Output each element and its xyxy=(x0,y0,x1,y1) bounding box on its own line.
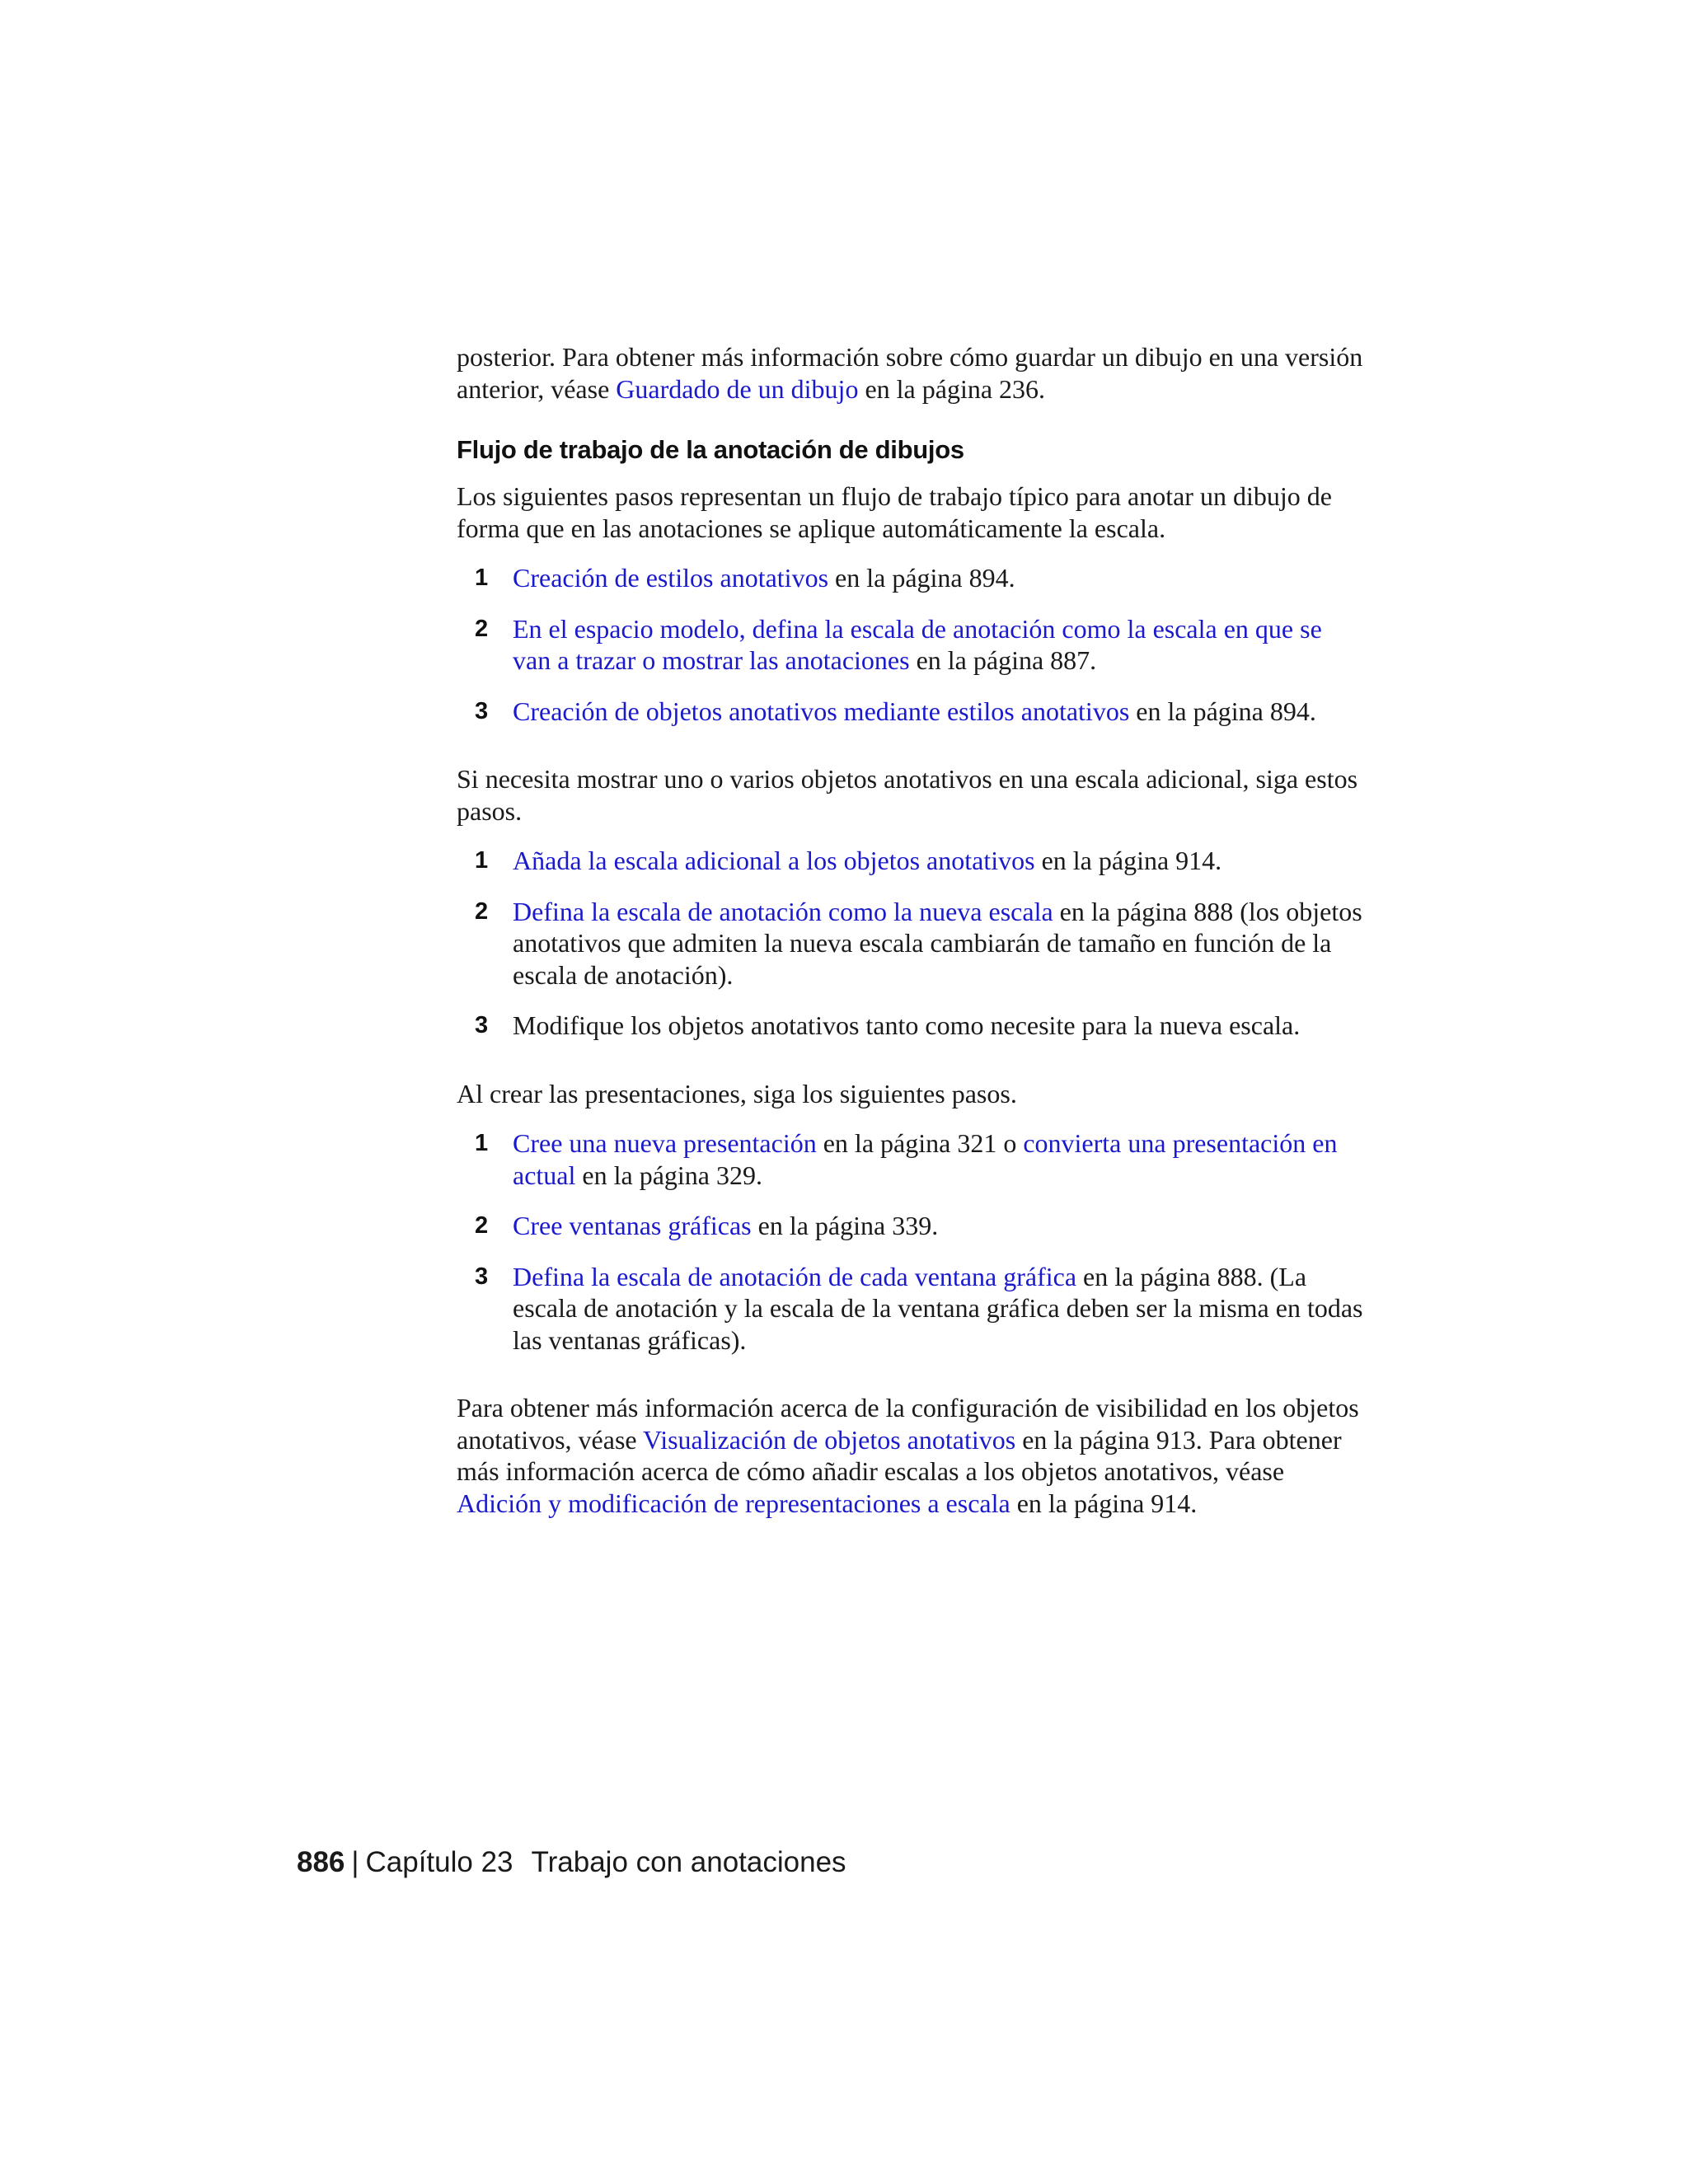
link-defina-escala-nueva[interactable]: Defina la escala de anotación como la nueva escala xyxy=(513,896,1053,926)
layouts-steps-list xyxy=(457,1127,1363,1356)
intro-text-after: en la página 236. xyxy=(858,373,1046,404)
step-text: en la página 339. xyxy=(751,1211,939,1240)
step-number: 1 xyxy=(475,1130,489,1156)
spacer xyxy=(457,727,1363,763)
list-item xyxy=(457,696,1363,728)
footer-separator: | xyxy=(351,1846,359,1878)
step-number: 3 xyxy=(475,1012,489,1038)
link-defina-escala-ventana[interactable]: Defina la escala de anotación de cada ventana gráfica xyxy=(513,1261,1077,1291)
page-number: 886 xyxy=(297,1846,345,1878)
para-text: en la página 914. xyxy=(1010,1488,1198,1518)
list-item xyxy=(457,845,1363,877)
more-info-paragraph xyxy=(457,1392,1363,1519)
link-creacion-objetos[interactable]: Creación de objetos anotativos mediante estilos anotativos xyxy=(513,696,1130,726)
step-text: en la página 888. (La escala de anotación y la escala de la ventana gráfica deben ser la misma en todas las ventanas gráficas). xyxy=(513,1261,1363,1355)
step-number: 2 xyxy=(475,1212,489,1239)
link-creacion-estilos[interactable]: Creación de estilos anotativos xyxy=(513,563,829,593)
additional-scale-paragraph: Si necesita mostrar uno o varios objetos anotativos en una escala adicional, siga estos pasos. xyxy=(457,764,1358,826)
step-text: en la página 894. xyxy=(1129,696,1316,726)
spacer xyxy=(457,1356,1363,1392)
page-body xyxy=(457,341,1363,1519)
para-text: Para obtener más información acerca de la configuración de visibilidad en los objetos anotativos, véase xyxy=(457,1393,1359,1455)
additional-scale-steps-list xyxy=(457,845,1363,1042)
step-number: 2 xyxy=(475,898,489,925)
workflow-steps-list xyxy=(457,562,1363,727)
step-text: en la página 329. xyxy=(575,1160,762,1190)
layouts-paragraph: Al crear las presentaciones, siga los siguientes pasos. xyxy=(457,1078,1017,1108)
link-convierta-presentacion[interactable]: convierta una presentación en actual xyxy=(513,1128,1338,1190)
list-item xyxy=(457,613,1363,677)
step-text: en la página 894. xyxy=(828,563,1015,593)
link-espacio-modelo[interactable]: En el espacio modelo, defina la escala de anotación como la escala en que se van a trazar o mostrar las anotaciones xyxy=(513,613,1322,675)
intro-text: posterior. Para obtener más información sobre cómo guardar un dibujo en una versión anterior, véase xyxy=(457,342,1363,404)
link-anada-escala[interactable]: Añada la escala adicional a los objetos anotativos xyxy=(513,846,1035,875)
page-footer xyxy=(297,1846,846,1879)
link-cree-presentacion[interactable]: Cree una nueva presentación xyxy=(513,1128,817,1158)
section-heading: Flujo de trabajo de la anotación de dibujos xyxy=(457,435,964,464)
link-cree-ventanas[interactable]: Cree ventanas gráficas xyxy=(513,1211,752,1240)
step-number: 1 xyxy=(475,565,489,591)
list-item xyxy=(457,896,1363,991)
step-number: 2 xyxy=(475,615,489,642)
workflow-intro-paragraph: Los siguientes pasos representan un flujo de trabajo típico para anotar un dibujo de forma que en las anotaciones se aplique automáticamente la escala. xyxy=(457,481,1332,543)
step-text: Modifique los objetos anotativos tanto como necesite para la nueva escala. xyxy=(513,1010,1301,1040)
list-item xyxy=(457,562,1363,594)
chapter-title: Trabajo con anotaciones xyxy=(531,1846,846,1878)
step-number: 1 xyxy=(475,847,489,874)
list-item xyxy=(457,1010,1363,1042)
list-item xyxy=(457,1127,1363,1191)
step-text: en la página 914. xyxy=(1034,846,1222,875)
spacer xyxy=(457,1042,1363,1078)
list-item xyxy=(457,1261,1363,1357)
link-visualizacion-objetos[interactable]: Visualización de objetos anotativos xyxy=(643,1424,1016,1455)
intro-paragraph xyxy=(457,341,1363,405)
step-number: 3 xyxy=(475,697,489,724)
step-number: 3 xyxy=(475,1263,489,1290)
link-guardado-dibujo[interactable]: Guardado de un dibujo xyxy=(616,373,859,404)
step-text: en la página 887. xyxy=(909,645,1097,675)
link-adicion-modificacion[interactable]: Adición y modificación de representaciones a escala xyxy=(457,1488,1010,1518)
step-text: en la página 321 o xyxy=(816,1128,1024,1158)
para-text: en la página 913. Para obtener más información acerca de cómo añadir escalas a los objetos anotativos, véase xyxy=(457,1424,1342,1486)
chapter-label: Capítulo 23 xyxy=(365,1846,513,1878)
step-text: en la página 888 (los objetos anotativos que admiten la nueva escala cambiarán de tamaño en función de la escala de anotación). xyxy=(513,896,1362,990)
list-item xyxy=(457,1210,1363,1242)
